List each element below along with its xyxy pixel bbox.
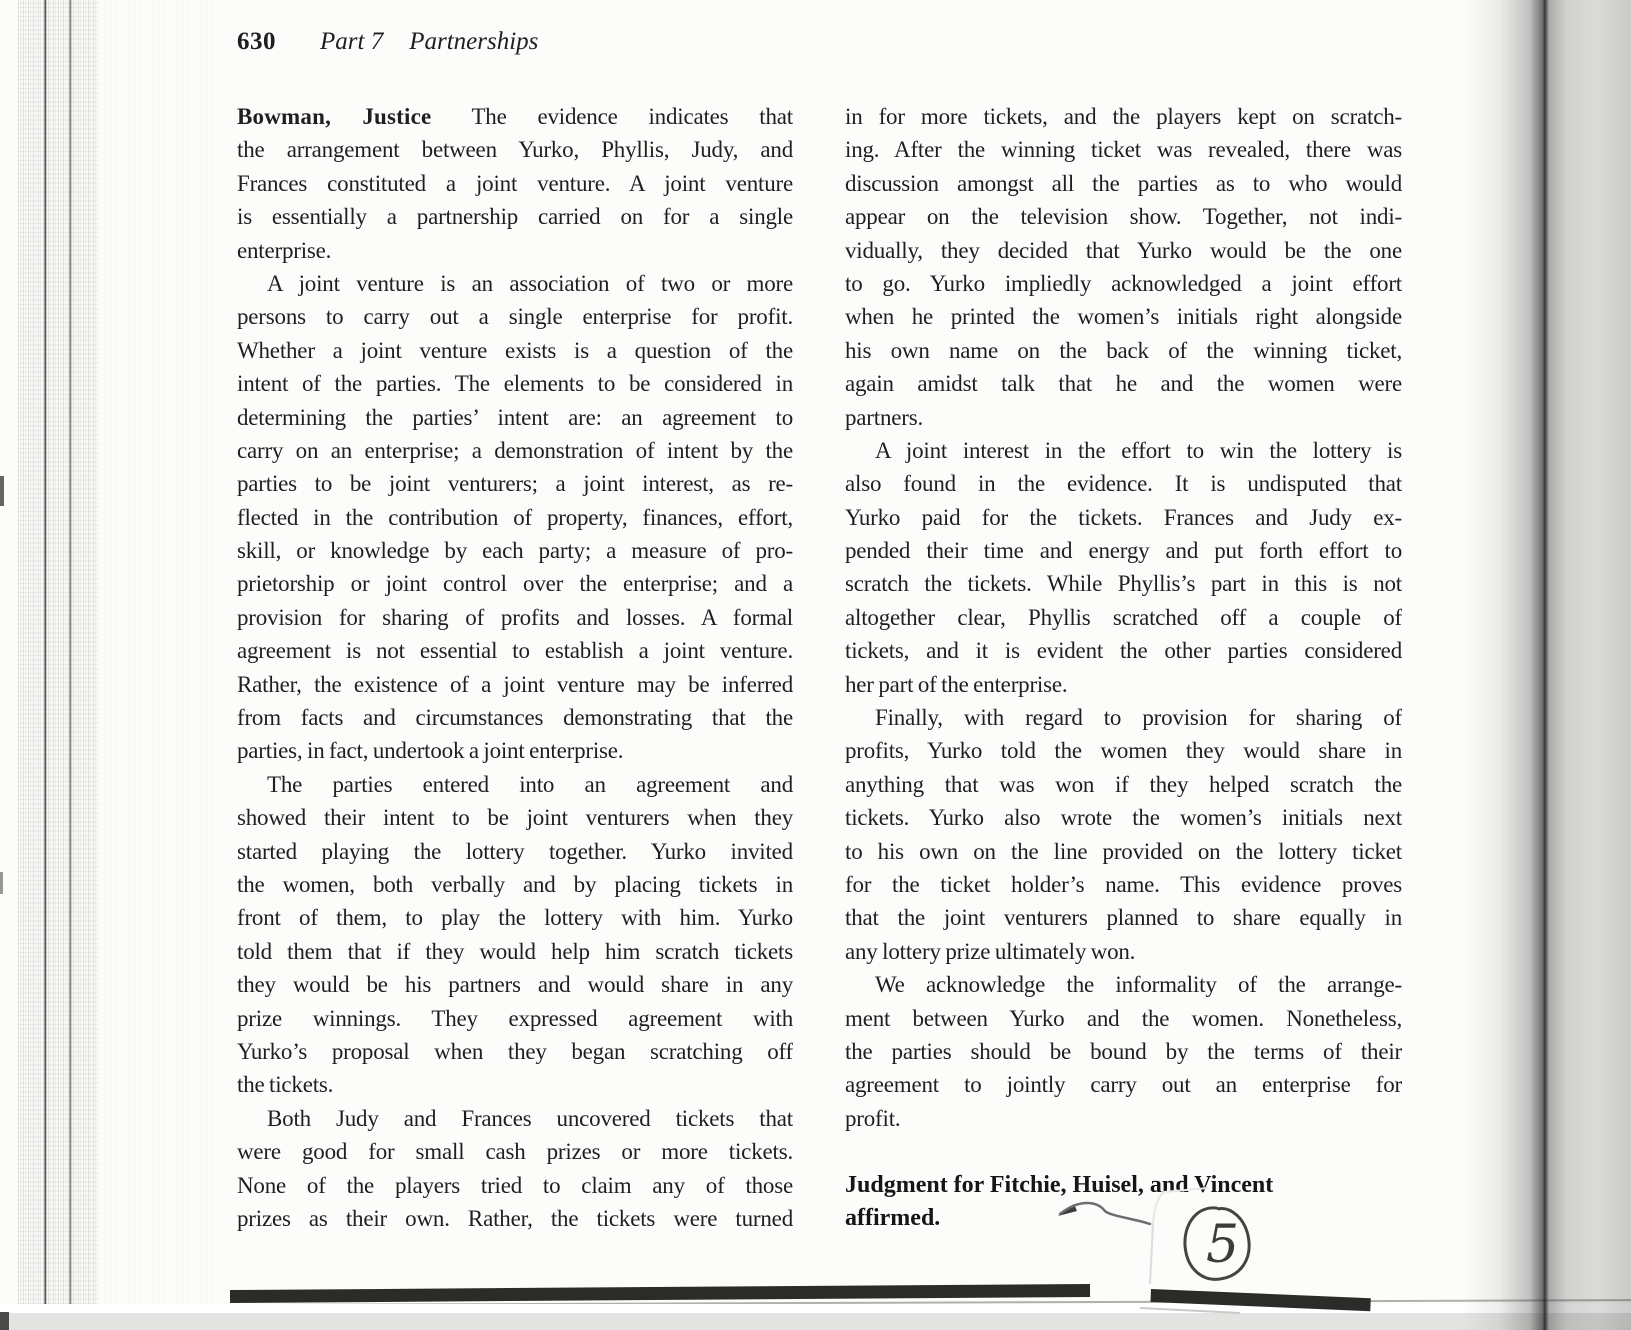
- text-line: his own name on the back of the winning ticket,: [845, 337, 1402, 363]
- text-line: altogether clear, Phyllis scratched off a couple of: [845, 604, 1402, 630]
- text-line: prize winnings. They expressed agreement with: [237, 1005, 793, 1031]
- text-line: tickets, and it is evident the other parties considered: [845, 638, 1402, 664]
- text-line: flected in the contribution of property, finances, effort,: [237, 504, 793, 530]
- text-line: parties, in fact, undertook a joint enterprise.: [237, 738, 624, 764]
- text-line: profit.: [845, 1105, 901, 1131]
- text-line-content: The evidence indicates that: [471, 104, 793, 129]
- text-line: from facts and circumstances demonstrating that the: [237, 705, 793, 731]
- text-line: the tickets.: [237, 1072, 334, 1098]
- text-line: for the ticket holder’s name. This evidence proves: [845, 871, 1402, 897]
- text-line: discussion amongst all the parties as to who would: [845, 170, 1402, 196]
- text-line: appear on the television show. Together, not indi-: [845, 204, 1402, 230]
- text-line: again amidst talk that he and the women were: [845, 371, 1402, 397]
- text-line: None of the players tried to claim any of those: [237, 1172, 793, 1198]
- text-line: the arrangement between Yurko, Phyllis, Judy, and: [237, 137, 793, 163]
- handwritten-number: 5: [1206, 1215, 1240, 1275]
- text-line: Both Judy and Frances uncovered tickets that: [267, 1105, 793, 1131]
- tear-shadow: [1140, 1308, 1240, 1313]
- text-line: prizes as their own. Rather, the tickets were turned: [237, 1205, 793, 1231]
- edge-mark: [0, 872, 3, 894]
- text-line: carry on an enterprise; a demonstration of intent by the: [237, 437, 793, 463]
- text-line: Whether a joint venture exists is a question of the: [237, 337, 793, 363]
- left-binding-noise-artifact: [18, 0, 98, 1304]
- opinion-left-column: [237, 104, 793, 1239]
- text-line: also found in the evidence. It is undisputed that: [845, 471, 1402, 497]
- page-header: [237, 28, 564, 56]
- text-line: Frances constituted a joint venture. A joint venture: [237, 170, 793, 196]
- text-line: that the joint venturers planned to share equally in: [845, 905, 1402, 931]
- text-line: The parties entered into an agreement and: [267, 771, 793, 797]
- text-line: vidually, they decided that Yurko would be the one: [845, 237, 1402, 263]
- text-line: started playing the lottery together. Yurko invited: [237, 838, 793, 864]
- part-title: Partnerships: [409, 28, 539, 55]
- text-line: partners.: [845, 404, 924, 430]
- text-line: scratch the tickets. While Phyllis’s part in this is not: [845, 571, 1402, 597]
- text-line: Yurko paid for the tickets. Frances and Judy ex-: [845, 504, 1402, 530]
- text-line: parties to be joint venturers; a joint interest, as re-: [237, 471, 793, 497]
- text-line: to go. Yurko impliedly acknowledged a joint effort: [845, 270, 1402, 296]
- text-line: her part of the enterprise.: [845, 671, 1068, 697]
- text-line: is essentially a partnership carried on for a single: [237, 204, 793, 230]
- text-line: intent of the parties. The elements to be considered in: [237, 371, 793, 397]
- judgment-line: Judgment for Fitchie, Huisel, and Vincent: [845, 1172, 1274, 1198]
- handwritten-circled-number: [1176, 1200, 1260, 1288]
- text-line: told them that if they would help him scratch tickets: [237, 938, 793, 964]
- bottom-rule-left-segment: [230, 1284, 1090, 1303]
- text-line: skill, or knowledge by each party; a measure of pro-: [237, 538, 793, 564]
- text-line: enterprise.: [237, 237, 332, 263]
- text-line: were good for small cash prizes or more tickets.: [237, 1139, 793, 1165]
- judgment-line: affirmed.: [845, 1205, 941, 1231]
- text-line: A joint venture is an association of two or more: [267, 270, 793, 296]
- part-label: Part 7: [320, 28, 384, 55]
- text-line: We acknowledge the informality of the arrange-: [875, 972, 1402, 998]
- text-line: persons to carry out a single enterprise for profit.: [237, 304, 793, 330]
- text-line: any lottery prize ultimately won.: [845, 938, 1136, 964]
- text-line: prietorship or joint control over the enterprise; and a: [237, 571, 793, 597]
- text-line: Rather, the existence of a joint venture may be inferred: [237, 671, 793, 697]
- text-line: the parties should be bound by the terms of their: [845, 1038, 1402, 1064]
- text-line: tickets. Yurko also wrote the women’s initials next: [845, 805, 1402, 831]
- tear-seam: [1150, 1224, 1153, 1284]
- text-line: profits, Yurko told the women they would share in: [845, 738, 1402, 764]
- text-line: front of them, to play the lottery with him. Yurko: [237, 905, 793, 931]
- opinion-author-lead: Bowman, Justice: [237, 104, 432, 129]
- text-line: when he printed the women’s initials right alongside: [845, 304, 1402, 330]
- text-line: they would be his partners and would share in any: [237, 972, 793, 998]
- text-line: agreement is not essential to establish a joint venture.: [237, 638, 793, 664]
- text-line: the women, both verbally and by placing tickets in: [237, 871, 793, 897]
- left-binding-noise-faint: [98, 0, 218, 1304]
- text-line: to his own on the line provided on the lottery ticket: [845, 838, 1402, 864]
- text-line: in for more tickets, and the players kept on scratch-: [845, 104, 1402, 129]
- text-line: A joint interest in the effort to win the lottery is: [875, 437, 1402, 463]
- text-line: pended their time and energy and put forth effort to: [845, 538, 1402, 564]
- text-line: agreement to jointly carry out an enterprise for: [845, 1072, 1402, 1098]
- opinion-right-column: [845, 104, 1402, 1139]
- edge-mark: [0, 476, 4, 506]
- text-line: showed their intent to be joint venturers when they: [237, 805, 793, 831]
- text-line: ing. After the winning ticket was revealed, there was: [845, 137, 1402, 163]
- text-line: ment between Yurko and the women. Nonetheless,: [845, 1005, 1402, 1031]
- text-line: Finally, with regard to provision for sharing of: [875, 705, 1402, 731]
- page-curvature-shadow: [1462, 0, 1631, 1330]
- text-line: anything that was won if they helped scratch the: [845, 771, 1402, 797]
- text-line: [237, 104, 793, 137]
- tear-line: [1060, 1203, 1150, 1224]
- text-line: Yurko’s proposal when they began scratching off: [237, 1038, 793, 1064]
- page-number: 630: [237, 28, 276, 55]
- text-line: determining the parties’ intent are: an agreement to: [237, 404, 793, 430]
- corner-shadow-mark: [0, 1312, 9, 1330]
- text-line: provision for sharing of profits and losses. A formal: [237, 604, 793, 630]
